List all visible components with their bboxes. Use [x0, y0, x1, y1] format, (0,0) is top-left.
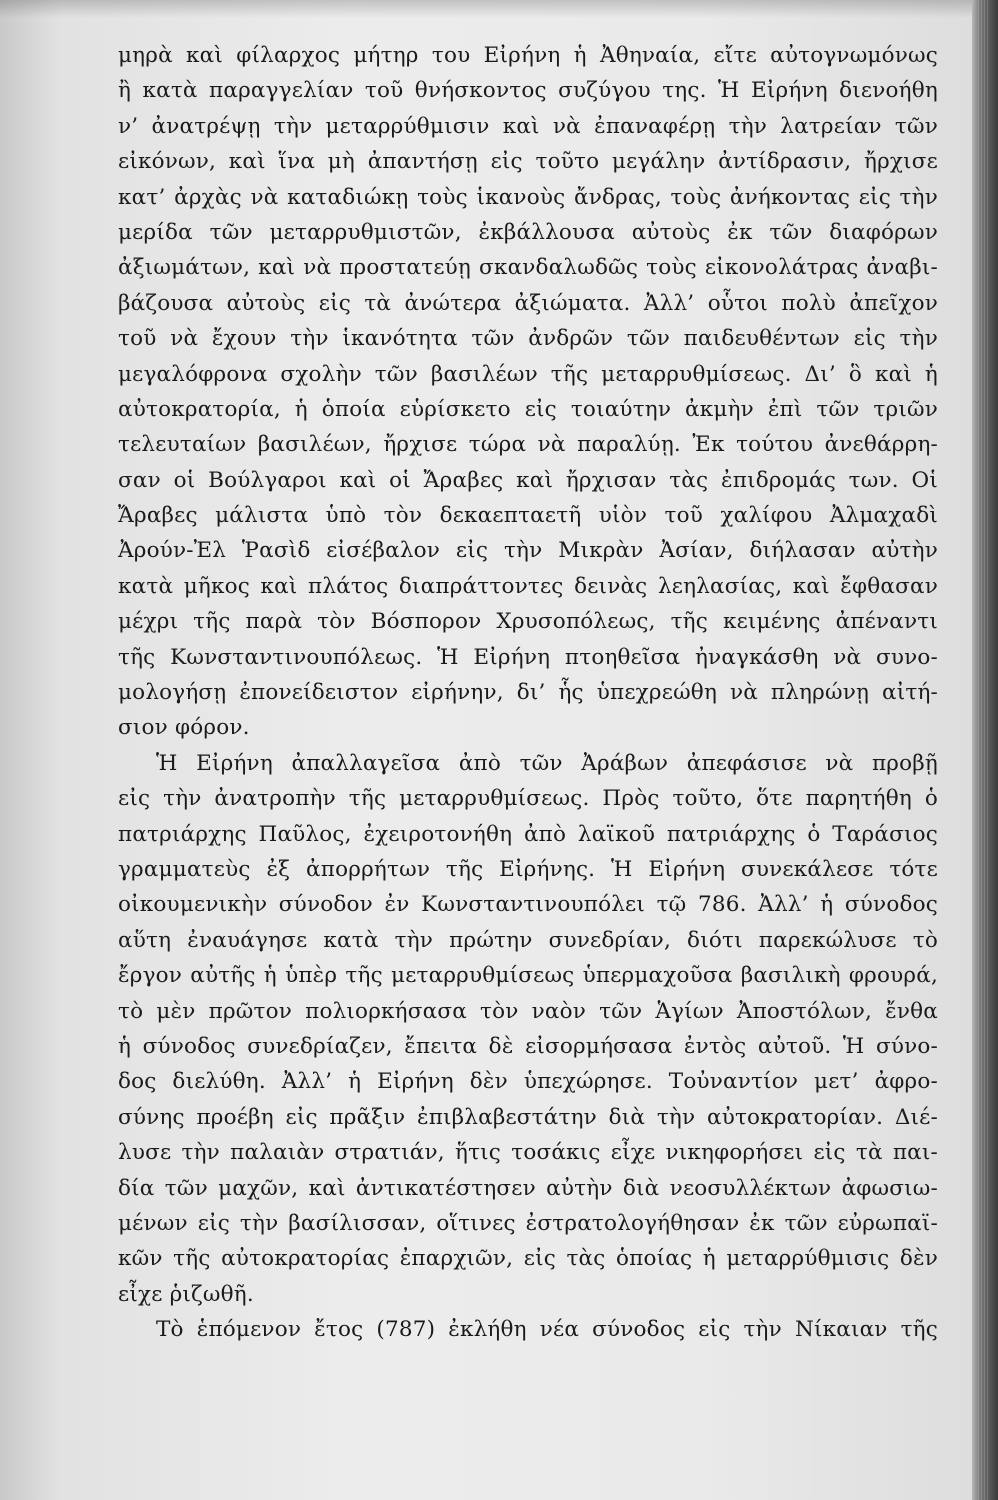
page-edge-lines — [978, 0, 990, 1500]
text-line: μολογήσῃ ἐπονείδειστον εἰρήνην, δι’ ἧς ὑπεχρεώθη νὰ πληρώνῃ αἰτή- — [118, 680, 938, 706]
text-line: κατὰ μῆκος καὶ πλάτος διαπράττοντες δεινὰς λεηλασίας, καὶ ἔφθασαν — [118, 573, 938, 599]
text-line: Ἀρούν-Ἐλ Ῥασὶδ εἰσέβαλον εἰς τὴν Μικρὰν Ἀσίαν, διήλασαν αὐτὴν — [118, 538, 938, 564]
text-line: Τὸ ἑπόμενον ἔτος (787) ἐκλήθη νέα σύνοδος εἰς τὴν Νίκαιαν τῆς — [156, 1317, 938, 1343]
text-line: μερίδα τῶν μεταρρυθμιστῶν, ἐκβάλλουσα αὐτοὺς ἐκ τῶν διαφόρων — [118, 219, 938, 245]
text-line: τοῦ νὰ ἔχουν τὴν ἱκανότητα τῶν ἀνδρῶν τῶν παιδευθέντων εἰς τὴν — [118, 326, 938, 352]
text-line: πατριάρχης Παῦλος, ἐχειροτονήθη ἀπὸ λαϊκοῦ πατριάρχης ὁ Ταράσιος — [118, 821, 938, 847]
text-line: σύνης προέβη εἰς πρᾶξιν ἐπιβλαβεστάτην διὰ τὴν αὐτοκρατορίαν. Διέ- — [118, 1104, 938, 1130]
text-line: Ἡ Εἰρήνη ἀπαλλαγεῖσα ἀπὸ τῶν Ἀράβων ἀπεφάσισε νὰ προβῇ — [156, 750, 938, 776]
text-line: βάζουσα αὐτοὺς εἰς τὰ ἀνώτερα ἀξιώματα. Ἀλλ’ οὗτοι πολὺ ἀπεῖχον — [118, 290, 938, 316]
text-line: σαν οἱ Βούλγαροι καὶ οἱ Ἄραβες καὶ ἤρχισαν τὰς ἐπιδρομάς των. Οἱ — [118, 467, 938, 493]
text-line: μεγαλόφρονα σχολὴν τῶν βασιλέων τῆς μεταρρυθμίσεως. Δι’ ὃ καὶ ἡ — [118, 361, 938, 387]
text-line: τῆς Κωνσταντινουπόλεως. Ἡ Εἰρήνη πτοηθεῖσα ἠναγκάσθη νὰ συνο- — [118, 644, 938, 670]
text-line: μένων εἰς τὴν βασίλισσαν, οἵτινες ἐστρατολογήθησαν ἐκ τῶν εὐρωπαϊ- — [118, 1210, 938, 1236]
text-line: ἔργον αὐτῆς ἡ ὑπὲρ τῆς μεταρρυθμίσεως ὑπερμαχοῦσα βασιλικὴ φρουρά, — [118, 963, 938, 989]
text-line: σιον φόρον. — [118, 715, 250, 741]
text-line: δία τῶν μαχῶν, καὶ ἀντικατέστησεν αὐτὴν διὰ νεοσυλλέκτων ἀφωσιω- — [118, 1175, 938, 1201]
text-line: μέχρι τῆς παρὰ τὸν Βόσπορον Χρυσοπόλεως, τῆς κειμένης ἀπέναντι — [118, 609, 938, 635]
text-line: αὕτη ἐναυάγησε κατὰ τὴν πρώτην συνεδρίαν, διότι παρεκώλυσε τὸ — [118, 927, 938, 953]
text-line: τελευταίων βασιλέων, ἤρχισε τώρα νὰ παραλύῃ. Ἐκ τούτου ἀνεθάρρη- — [118, 432, 938, 458]
text-line: εἶχε ῥιζωθῆ. — [118, 1281, 254, 1307]
top-shadow — [0, 0, 998, 18]
text-line: λυσε τὴν παλαιὰν στρατιάν, ἥτις τοσάκις εἶχε νικηφορήσει εἰς τὰ παι- — [118, 1140, 938, 1166]
text-line: μηρὰ καὶ φίλαρχος μήτηρ του Εἰρήνη ἡ Ἀθηναία, εἴτε αὐτογνωμόνως — [118, 43, 938, 68]
text-line: Ἄραβες μάλιστα ὑπὸ τὸν δεκαεπταετῆ υἱὸν τοῦ χαλίφου Ἀλμαχαδὶ — [118, 503, 938, 529]
text-line: κῶν τῆς αὐτοκρατορίας ἐπαρχιῶν, εἰς τὰς ὁποίας ἡ μεταρρύθμισις δὲν — [118, 1246, 938, 1272]
text-line: γραμματεὺς ἐξ ἀπορρήτων τῆς Εἰρήνης. Ἡ Εἰρήνη συνεκάλεσε τότε — [118, 856, 938, 882]
text-line: ν’ ἀνατρέψῃ τὴν μεταρρύθμισιν καὶ νὰ ἐπαναφέρῃ τὴν λατρείαν τῶν — [118, 113, 938, 139]
text-line: τὸ μὲν πρῶτον πολιορκήσασα τὸν ναὸν τῶν Ἁγίων Ἀποστόλων, ἔνθα — [118, 998, 938, 1024]
text-line: εἰς τὴν ἀνατροπὴν τῆς μεταρρυθμίσεως. Πρὸς τοῦτο, ὅτε παρητήθη ὁ — [118, 786, 938, 812]
text-line: ἀξιωμάτων, καὶ νὰ προστατεύῃ σκανδαλωδῶς τοὺς εἰκονολάτρας ἀναβι- — [118, 255, 938, 281]
text-line: οἰκουμενικὴν σύνοδον ἐν Κωνσταντινουπόλει τῷ 786. Ἀλλ’ ἡ σύνοδος — [118, 892, 938, 918]
text-line: αὐτοκρατορία, ἡ ὁποία εὑρίσκετο εἰς τοιαύτην ἀκμὴν ἐπὶ τῶν τριῶν — [118, 396, 938, 422]
text-line: εἰκόνων, καὶ ἵνα μὴ ἀπαντήσῃ εἰς τοῦτο μεγάλην ἀντίδρασιν, ἤρχισε — [118, 149, 938, 175]
text-line: ἢ κατὰ παραγγελίαν τοῦ θνήσκοντος συζύγου της. Ἡ Εἰρήνη διενοήθη — [118, 78, 938, 104]
text-line: δος διελύθη. Ἀλλ’ ἡ Εἰρήνη δὲν ὑπεχώρησε. Τοὐναντίον μετ’ ἀφρο- — [118, 1069, 938, 1095]
text-line: ἡ σύνοδος συνεδρίαζεν, ἔπειτα δὲ εἰσορμήσασα ἐντὸς αὐτοῦ. Ἡ σύνο- — [118, 1033, 938, 1059]
text-line: κατ’ ἀρχὰς νὰ καταδιώκῃ τοὺς ἱκανοὺς ἄνδρας, τοὺς ἀνήκοντας εἰς τὴν — [118, 184, 938, 210]
body-text — [118, 38, 938, 1347]
